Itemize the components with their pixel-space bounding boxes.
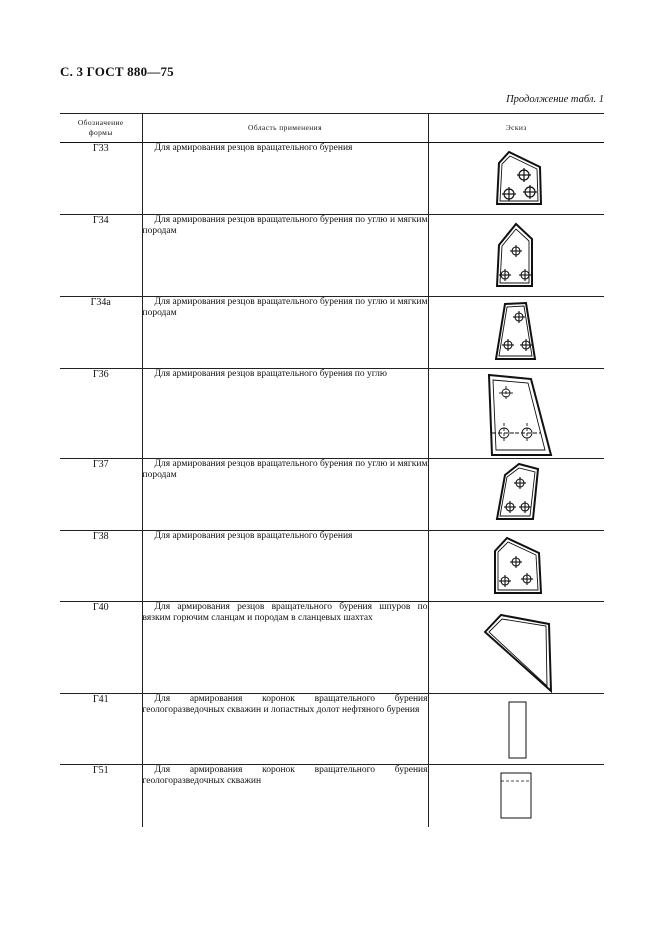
table-row — [60, 694, 604, 765]
column-header-designation-line2: формы — [88, 128, 113, 137]
table-row — [60, 215, 604, 297]
row-sketch — [428, 531, 604, 602]
table-row — [60, 459, 604, 531]
row-designation: Г33 — [60, 143, 142, 215]
row-application: Для армирования резцов вращательного бурения по углю — [142, 369, 428, 459]
forms-table — [60, 113, 604, 827]
row-application: Для армирования коронок вращательного бурения геологоразведочных скважин — [142, 765, 428, 827]
table-row — [60, 765, 604, 827]
row-designation: Г37 — [60, 459, 142, 531]
row-application: Для армирования резцов вращательного бурения по углю и мягким породам — [142, 459, 428, 531]
row-designation: Г34а — [60, 297, 142, 369]
row-application: Для армирования резцов вращательного бурения — [142, 143, 428, 215]
row-sketch — [428, 694, 604, 765]
row-application: Для армирования резцов вращательного бурения шпуров по вязким горючим сланцам и породам в сланцевых шахтах — [142, 602, 428, 694]
page-title: С. 3 ГОСТ 880—75 — [60, 64, 174, 79]
cutter-plate-g34a-icon — [429, 297, 605, 369]
column-header-designation-line1: Обозначение — [77, 118, 124, 127]
cutter-plate-g40-icon — [429, 602, 605, 694]
row-sketch — [428, 215, 604, 297]
row-designation: Г41 — [60, 694, 142, 765]
row-sketch — [428, 765, 604, 827]
table-row — [60, 602, 604, 694]
row-designation: Г51 — [60, 765, 142, 827]
row-sketch — [428, 369, 604, 459]
cutter-plate-g36-icon — [429, 369, 605, 459]
column-header-designation — [60, 114, 142, 143]
row-application: Для армирования коронок вращательного бурения геологоразведочных скважин и лопастных долот нефтяного бурения — [142, 694, 428, 765]
cutter-plate-g51-icon — [429, 765, 605, 827]
table-continuation-caption: Продолжение табл. 1 — [506, 94, 604, 105]
row-sketch — [428, 297, 604, 369]
row-sketch — [428, 459, 604, 531]
table-row — [60, 531, 604, 602]
row-application: Для армирования резцов вращательного бурения — [142, 531, 428, 602]
row-sketch — [428, 143, 604, 215]
cutter-plate-g33-icon — [429, 143, 605, 215]
row-designation: Г38 — [60, 531, 142, 602]
column-header-sketch: Эскиз — [428, 114, 604, 143]
row-sketch — [428, 602, 604, 694]
table-row — [60, 143, 604, 215]
row-application: Для армирования резцов вращательного бурения по углю и мягким породам — [142, 215, 428, 297]
cutter-plate-g41-icon — [429, 694, 605, 765]
row-designation: Г40 — [60, 602, 142, 694]
row-designation: Г36 — [60, 369, 142, 459]
cutter-plate-g38-icon — [429, 531, 605, 602]
row-designation: Г34 — [60, 215, 142, 297]
table-header-row — [60, 114, 604, 143]
row-application: Для армирования резцов вращательного бурения по углю и мягким породам — [142, 297, 428, 369]
column-header-application: Область применения — [142, 114, 428, 143]
cutter-plate-g34-icon — [429, 215, 605, 297]
table-row — [60, 297, 604, 369]
table-row — [60, 369, 604, 459]
cutter-plate-g37-icon — [429, 459, 605, 531]
